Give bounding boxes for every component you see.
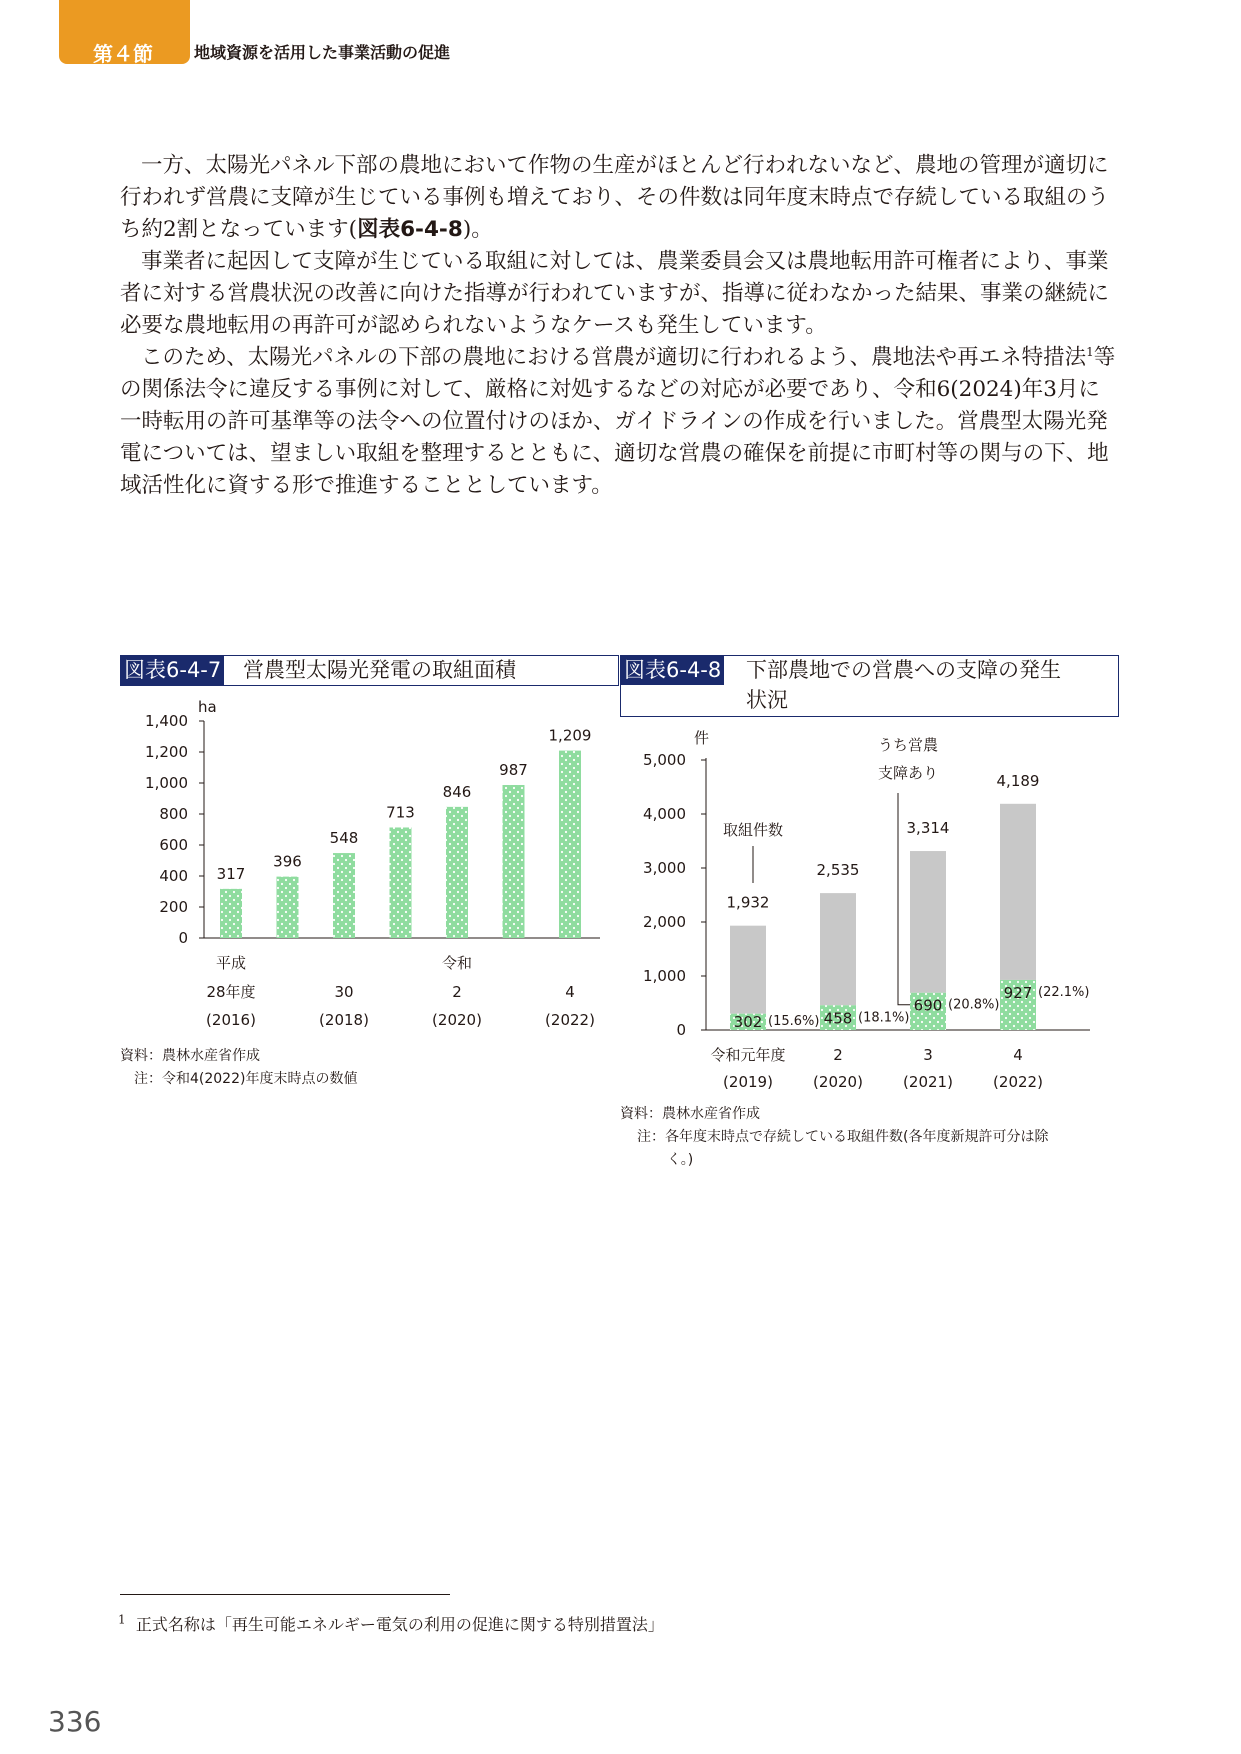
- annotation-impaired-2: 支障あり: [877, 764, 939, 782]
- paragraph-3-text: このため、太陽光パネルの下部の農地における営農が適切に行われるよう、農地法や再エネ特措法: [141, 345, 1087, 370]
- y-tick-label: 200: [159, 898, 188, 916]
- figure-6-4-7-note: 注：令和4(2022)年度末時点の数値: [134, 1071, 358, 1087]
- y-axis-unit: ha: [198, 698, 217, 716]
- x-western-label: (2022): [993, 1073, 1043, 1091]
- bar-value-label: 713: [386, 803, 415, 822]
- impaired-value-label: 302: [733, 1013, 763, 1031]
- x-era-label: 平成: [215, 954, 247, 972]
- x-western-label: (2020): [432, 1011, 482, 1029]
- x-western-label: (2016): [206, 1011, 256, 1029]
- paragraph-3-end: 等の関係法令に違反する事例に対して、厳格に対処するなどの対応が必要であり、令和6(2024)年3月に一時転用の許可基準等の法令への位置付けのほか、ガイドラインの作成を行いました。営農型太陽光発電については、望ましい取組を整理するとともに、適切な営農の確保を前提に市町村等の関与の下、地域活性化に資する形で推進することとしています。: [120, 345, 1116, 498]
- y-tick-label: 1,400: [145, 712, 188, 730]
- y-axis-unit: 件: [694, 729, 710, 747]
- y-tick-label: 1,000: [145, 774, 188, 792]
- paragraph-1-end: )。: [462, 217, 493, 242]
- bar-2021: [503, 785, 525, 938]
- x-year-label: 4: [1013, 1046, 1023, 1064]
- impaired-percent-label: (22.1%): [1038, 984, 1090, 1000]
- impaired-percent-label: (15.6%): [768, 1014, 820, 1029]
- impaired-percent-label: (20.8%): [948, 997, 1000, 1013]
- x-year-label: 3: [923, 1046, 933, 1064]
- figure-6-4-8-title: [620, 655, 1119, 717]
- total-value-label: 4,189: [996, 771, 1040, 790]
- impairment-stacked-chart: [620, 720, 1120, 1095]
- total-bar-2021: [910, 851, 946, 993]
- y-tick-label: 1,000: [643, 967, 686, 985]
- annotation-total: 取組件数: [722, 821, 784, 839]
- y-tick-label: 0: [178, 929, 188, 947]
- x-western-label: (2021): [903, 1073, 953, 1091]
- bar-2017: [277, 877, 299, 938]
- x-year-label: 28年度: [206, 983, 256, 1001]
- figure-6-4-8-source: 資料：農林水産省作成: [620, 1106, 760, 1122]
- figure-label: 図表6-4-7: [121, 656, 224, 685]
- bar-2020: [446, 807, 468, 938]
- annotation-impaired-1: うち営農: [877, 736, 939, 754]
- y-tick-label: 1,200: [145, 743, 188, 761]
- total-value-label: 3,314: [906, 819, 950, 838]
- section-number: 第４節: [93, 42, 153, 66]
- x-western-label: (2020): [813, 1073, 863, 1091]
- page-number: 336: [48, 1705, 102, 1738]
- x-year-label: 2: [452, 983, 462, 1001]
- impaired-value-label: 690: [913, 996, 943, 1015]
- y-tick-label: 2,000: [643, 913, 686, 931]
- paragraph-3: [120, 342, 1120, 502]
- figure-name-line1: 下部農地での営農への支障の発生: [746, 658, 1061, 682]
- figure-name: 営農型太陽光発電の取組面積: [243, 658, 516, 682]
- paragraph-2: 事業者に起因して支障が生じている取組に対しては、農業委員会又は農地転用許可権者により、事業者に対する営農状況の改善に向けた指導が行われていますが、指導に従わなかった結果、事業の継続に必要な農地転用の再許可が認められないようなケースも発生しています。: [120, 249, 1110, 338]
- figure-6-4-7-title: [120, 655, 619, 686]
- bar-value-label: 396: [273, 852, 302, 871]
- figure-reference[interactable]: 図表6-4-8: [357, 217, 463, 242]
- section-tab: [59, 0, 190, 64]
- bar-value-label: 846: [442, 782, 472, 801]
- bar-2022: [559, 751, 581, 938]
- figure-6-4-7-source: 資料：農林水産省作成: [120, 1048, 260, 1064]
- footnote-text: 正式名称は「再生可能エネルギー電気の利用の促進に関する特別措置法」: [135, 1615, 664, 1634]
- total-value-label: 2,535: [816, 861, 860, 880]
- total-value-label: 1,932: [726, 893, 770, 912]
- x-western-label: (2019): [723, 1073, 773, 1091]
- paragraph-1: [120, 150, 1120, 246]
- bar-value-label: 987: [499, 761, 528, 780]
- x-year-label: 2: [833, 1046, 843, 1064]
- bar-value-label: 1,209: [548, 726, 592, 745]
- x-western-label: (2018): [319, 1011, 369, 1029]
- impaired-value-label: 458: [823, 1009, 853, 1028]
- area-bar-chart: [120, 690, 610, 1035]
- y-tick-label: 4,000: [643, 805, 686, 823]
- y-tick-label: 600: [159, 836, 188, 854]
- bar-value-label: 548: [329, 829, 359, 848]
- total-bar-2020: [820, 893, 856, 1005]
- figure-label: 図表6-4-8: [621, 656, 724, 685]
- y-tick-label: 5,000: [643, 751, 686, 769]
- bar-2018: [333, 853, 355, 938]
- x-western-label: (2022): [545, 1011, 595, 1029]
- chapter-title: 地域資源を活用した事業活動の促進: [194, 43, 451, 62]
- total-bar-2022: [1000, 804, 1036, 980]
- y-tick-label: 3,000: [643, 859, 686, 877]
- figure-6-4-8-note-cont: く。): [667, 1152, 694, 1168]
- y-tick-label: 800: [159, 805, 188, 823]
- footnote-rule: [120, 1594, 450, 1595]
- body-text: [120, 150, 1120, 502]
- figure-6-4-8-note: 注：各年度末時点で存続している取組件数(各年度新規許可分は除: [637, 1129, 1049, 1145]
- footnote: [118, 1612, 664, 1635]
- impaired-percent-label: (18.1%): [858, 1010, 910, 1026]
- x-era-label: 令和: [441, 954, 473, 972]
- x-year-label: 30: [334, 983, 354, 1001]
- impaired-value-label: 927: [1003, 983, 1033, 1002]
- x-year-label: 4: [565, 983, 575, 1001]
- paragraph-1-text: 一方、太陽光パネル下部の農地において作物の生産がほとんど行われないなど、農地の管理が適切に行われず営農に支障が生じている事例も増えており、その件数は同年度末時点で存続している取組のうち約2割となっています(: [120, 153, 1110, 242]
- y-tick-label: 0: [676, 1021, 686, 1039]
- y-tick-label: 400: [159, 867, 188, 885]
- footnote-number: 1: [118, 1612, 126, 1627]
- total-bar-2019: [730, 926, 766, 1014]
- bar-value-label: 317: [216, 864, 246, 883]
- footnote-marker[interactable]: 1: [1086, 344, 1094, 359]
- x-year-label: 令和元年度: [710, 1046, 786, 1064]
- bar-2016: [220, 889, 242, 938]
- figure-name-line2: 状況: [746, 688, 788, 712]
- bar-2019: [390, 827, 412, 938]
